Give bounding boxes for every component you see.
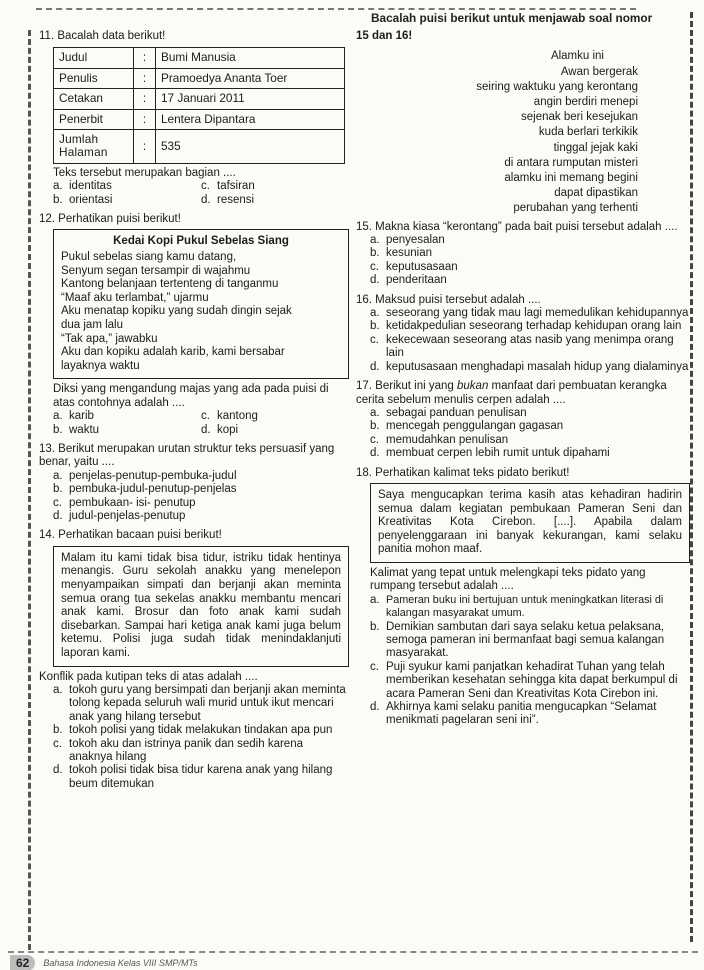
option-c: [370, 261, 690, 274]
option-text: kopi: [217, 423, 239, 436]
option-text: tafsiran: [217, 180, 255, 193]
option-d: [370, 274, 690, 287]
option-a: [370, 407, 690, 420]
top-dashed-rule: [36, 8, 636, 10]
option-a: [370, 594, 690, 621]
poem-line: angin berdiri menepi: [533, 96, 638, 109]
option-text: waktu: [69, 423, 100, 436]
option-text: pembukaan- isi- penutup: [69, 496, 196, 509]
question-prompt: Diksi yang mengandung majas yang ada pada puisi di atas contohnya adalah ....: [53, 383, 329, 409]
option-letter: c.: [370, 660, 379, 673]
table-sep: :: [134, 109, 156, 129]
option-text: kantong: [217, 410, 258, 423]
poem-line: Aku dan kopiku adalah karib, kami bersabar: [61, 346, 285, 359]
question-prompt: Konflik pada kutipan teks di atas adalah ....: [39, 670, 258, 683]
option-text: orientasi: [69, 193, 113, 206]
option-row: [39, 180, 349, 193]
question-stem: 18. Perhatikan kalimat teks pidato berikut!: [356, 466, 570, 479]
option-c: [370, 661, 690, 701]
question-12: [39, 213, 349, 437]
table-sep: :: [134, 68, 156, 88]
page-footer: [10, 955, 198, 970]
option-letter: a.: [53, 180, 63, 193]
option-a: [53, 684, 349, 724]
option-d: [53, 510, 349, 523]
poem-line: “Tak apa,” jawabku: [61, 332, 158, 345]
poem-line: Kantong belanjaan tertenteng di tanganmu: [61, 278, 279, 291]
option-text: seseorang yang tidak mau lagi memedulikan kehidupannya: [386, 307, 689, 320]
passage-box: Malam itu kami tidak bisa tidur, istriku tidak hentinya menangis. Guru sekolah anakku yang menelepon menyampaikan simpati dan berjanji akan meminta semua orang tua sekelas anakku membantu mencari anak kami. Brosur dan foto anak kami sudah disebarkan. Sampai hari ketiga anak kami juga belum ketemu. Polisi juga sudah tidak menindaklanjuti laporan kami.: [53, 546, 349, 667]
option-letter: d.: [370, 360, 380, 373]
table-row: [54, 68, 345, 88]
option-letter: d.: [53, 764, 63, 777]
book-title: Bahasa Indonesia Kelas VIII SMP/MTs: [43, 958, 198, 968]
table-sep: :: [134, 48, 156, 68]
option-text: penjelas-penutup-pembuka-judul: [69, 469, 237, 482]
option-text: membuat cerpen lebih rumit untuk dipahami: [386, 447, 610, 460]
speech-box: Saya mengucapkan terima kasih atas kehadiran hadirin semua dalam kegiatan pembukaan Pameran Seni dan Kreativitas Kota Cirebon. [....]. Apabila dalam penyelenggaraan ini banyak kekurangan, kami selaku panitia mohon maaf.: [370, 483, 690, 563]
poem-line: layaknya waktu: [61, 359, 140, 372]
left-margin-rule: [28, 30, 31, 950]
question-14: [39, 529, 349, 791]
poem-line: sejenak beri kesejukan: [521, 111, 638, 124]
question-15: [356, 221, 690, 288]
poem-line: dapat dipastikan: [554, 187, 638, 200]
question-prompt: Teks tersebut merupakan bagian ....: [53, 166, 236, 179]
option-text: mencegah penggulangan gagasan: [386, 420, 564, 433]
option-text: kekecewaan seseorang atas nasib yang menimpa orang lain: [386, 333, 674, 360]
option-row: [39, 424, 349, 437]
table-value: Bumi Manusia: [156, 48, 345, 68]
option-b: [370, 320, 690, 333]
option-letter: b.: [370, 620, 380, 633]
poem-title: Kedai Kopi Pukul Sebelas Siang: [113, 235, 289, 248]
option-letter: d.: [370, 447, 380, 460]
table-sep: :: [134, 130, 156, 164]
option-b: [53, 483, 349, 496]
table-value: 535: [156, 130, 345, 164]
stem-text: 17. Berikut ini yang: [356, 380, 458, 393]
right-margin-rule: [690, 12, 693, 942]
question-range: 15 dan 16!: [356, 30, 413, 42]
option-text: keputusasaan: [386, 260, 458, 273]
page-number: 62: [10, 955, 35, 970]
poem-title: Alamku ini: [550, 50, 604, 63]
option-letter: a.: [53, 684, 63, 697]
table-value: Lentera Dipantara: [156, 109, 345, 129]
table-row: [54, 48, 345, 68]
option-row: [39, 194, 349, 207]
poem-line: Pukul sebelas siang kamu datang,: [61, 251, 237, 264]
table-value: 17 Januari 2011: [156, 89, 345, 109]
option-d: [53, 764, 349, 791]
option-c: [53, 738, 349, 765]
bottom-dashed-rule: [8, 951, 698, 953]
option-text: tokoh polisi tidak bisa tidur karena anak yang hilang beum ditemukan: [69, 764, 333, 790]
table-row: [54, 109, 345, 129]
option-letter: a.: [370, 406, 380, 419]
table-key: Jumlah Halaman: [54, 130, 134, 164]
option-text: penderitaan: [386, 274, 447, 287]
option-a: [370, 307, 690, 320]
table-row: [54, 130, 345, 164]
option-text: kesunian: [386, 247, 433, 260]
option-letter: a.: [53, 410, 63, 423]
table-key: Judul: [54, 48, 134, 68]
book-data-table: [53, 47, 345, 163]
question-prompt: Kalimat yang tepat untuk melengkapi teks pidato yang rumpang tersebut adalah ....: [370, 566, 646, 593]
option-text: identitas: [69, 180, 112, 193]
table-key: Penerbit: [54, 109, 134, 129]
table-row: [54, 89, 345, 109]
table-key: Cetakan: [54, 89, 134, 109]
option-text: tokoh polisi yang tidak melakukan tindakan apa pun: [69, 724, 333, 737]
poem-line: Aku menatap kopiku yang sudah dingin sejak: [61, 305, 292, 318]
option-c: [370, 434, 690, 447]
option-text: ketidakpedulian seseorang terhadap kehidupan orang lain: [386, 320, 682, 333]
poem-line: seiring waktuku yang kerontang: [476, 80, 638, 93]
option-text: memudahkan penulisan: [386, 433, 509, 446]
option-letter: c.: [201, 180, 210, 193]
option-row: [39, 410, 349, 423]
option-text: resensi: [217, 193, 255, 206]
option-a: [370, 234, 690, 247]
poem-line: “Maaf aku terlambat,” ujarmu: [61, 291, 209, 304]
option-letter: d.: [201, 423, 211, 436]
question-16: [356, 294, 690, 374]
poem-line: kuda berlari terkikik: [538, 126, 638, 139]
poem-line: di antara rumputan misteri: [504, 156, 638, 169]
poem-block: [356, 49, 690, 216]
option-letter: c.: [370, 333, 379, 346]
option-text: penyesalan: [386, 234, 445, 247]
option-letter: b.: [53, 724, 63, 737]
option-letter: b.: [53, 483, 63, 496]
option-letter: c.: [53, 737, 62, 750]
option-b: [370, 247, 690, 260]
option-a: [53, 470, 349, 483]
option-b: [53, 724, 349, 737]
option-letter: c.: [201, 410, 210, 423]
option-d: [370, 701, 690, 728]
option-d: [370, 361, 690, 374]
poem-line: tinggal jejak kaki: [553, 141, 638, 154]
option-text: Puji syukur kami panjatkan kehadirat Tuhan yang telah memberikan kesehatan sehingga kita dapat berkumpul di acara Pameran Seni dan Kreativitas Kota Cirebon ini.: [386, 660, 678, 700]
option-b: [370, 621, 690, 661]
poem-line: Senyum segan tersampir di wajahmu: [61, 264, 251, 277]
option-letter: c.: [53, 496, 62, 509]
table-value: Pramoedya Ananta Toer: [156, 68, 345, 88]
left-column: [39, 30, 349, 794]
option-text: judul-penjelas-penutup: [69, 510, 186, 523]
table-sep: :: [134, 89, 156, 109]
option-letter: a.: [370, 307, 380, 320]
poem-line: alamku ini memang begini: [504, 172, 638, 185]
option-letter: a.: [53, 469, 63, 482]
poem-box: [53, 229, 349, 379]
option-text: tokoh aku dan istrinya panik dan sedih karena anaknya hilang: [69, 737, 303, 764]
question-stem: 12. Perhatikan puisi berikut!: [39, 213, 181, 226]
option-text: Pameran buku ini bertujuan untuk meningkatkan literasi di kalangan masyarakat umum.: [386, 593, 664, 620]
option-letter: c.: [370, 260, 379, 273]
question-stem: 16. Maksud puisi tersebut adalah ....: [356, 293, 541, 306]
option-text: keputusasaan menghadapi masalah hidup yang dialaminya: [386, 360, 689, 373]
question-18: [356, 467, 690, 728]
question-stem: 14. Perhatikan bacaan puisi berikut!: [39, 529, 222, 542]
stem-emphasis: bukan: [457, 380, 489, 393]
right-column: [356, 30, 690, 731]
option-text: karib: [69, 410, 94, 423]
question-stem: 15. Makna kiasa “kerontang” pada bait puisi tersebut adalah ....: [356, 220, 678, 233]
option-letter: b.: [53, 193, 63, 206]
option-letter: c.: [370, 433, 379, 446]
poem-line: Awan bergerak: [560, 65, 638, 78]
section-heading: Bacalah puisi berikut untuk menjawab soal nomor: [371, 11, 653, 25]
option-text: sebagai panduan penulisan: [386, 406, 527, 419]
poem-line: dua jam lalu: [61, 319, 124, 332]
stem-text: manfaat dari pembuatan kerangka cerita sebelum menulis cerpen adalah ....: [356, 380, 667, 406]
question-11: [39, 30, 349, 207]
option-letter: b.: [370, 420, 380, 433]
option-letter: b.: [370, 320, 380, 333]
option-letter: a.: [370, 593, 380, 606]
option-text: Akhirnya kami selaku panitia mengucapkan “Selamat menikmati pagelaran seni ini”.: [386, 700, 657, 727]
option-letter: b.: [53, 423, 63, 436]
question-17: [356, 380, 690, 460]
option-letter: d.: [53, 510, 63, 523]
question-stem: [356, 380, 690, 407]
option-letter: b.: [370, 247, 380, 260]
option-text: tokoh guru yang bersimpati dan berjanji akan meminta tolong kepada seluruh wali murid untuk ikut mencari anak yang hilang tersebut: [69, 684, 346, 723]
option-letter: d.: [370, 700, 380, 713]
option-letter: d.: [201, 193, 211, 206]
option-c: [370, 334, 690, 361]
question-stem: 11. Bacalah data berikut!: [39, 30, 166, 42]
question-13: [39, 443, 349, 523]
option-c: [53, 497, 349, 510]
option-letter: d.: [370, 274, 380, 287]
poem-line: perubahan yang terhenti: [513, 202, 638, 215]
option-letter: a.: [370, 234, 380, 247]
option-d: [370, 447, 690, 460]
table-key: Penulis: [54, 68, 134, 88]
option-text: pembuka-judul-penutup-penjelas: [69, 483, 237, 496]
option-text: Demikian sambutan dari saya selaku ketua pelaksana, semoga pameran ini bermanfaat bagi semua kalangan masyarakat.: [386, 620, 665, 660]
option-b: [370, 420, 690, 433]
question-stem: 13. Berikut merupakan urutan struktur teks persuasif yang benar, yaitu ....: [39, 443, 335, 469]
